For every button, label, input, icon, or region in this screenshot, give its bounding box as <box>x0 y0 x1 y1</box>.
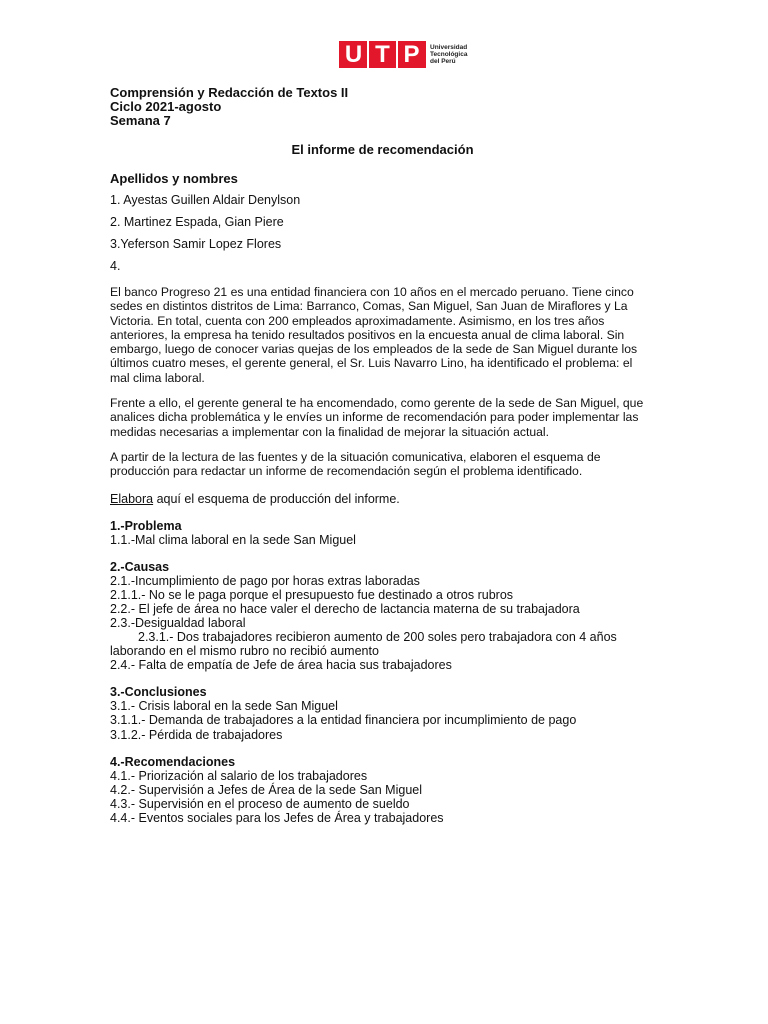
section-line: 3.1.1.- Demanda de trabajadores a la entidad financiera por incumplimiento de pago <box>110 713 577 728</box>
document-title: El informe de recomendación <box>291 142 474 157</box>
logo-letter-u: U <box>344 41 363 68</box>
section-line: 4.3.- Supervisión en el proceso de aumento de sueldo <box>110 796 410 811</box>
elabora-instruction <box>110 492 655 506</box>
section-line: 2.1.-Incumplimiento de pago por horas extras laboradas <box>110 573 420 588</box>
instruction-paragraph: Frente a ello, el gerente general te ha encomendado, como gerente de la sede de San Miguel, que analices dicha problemática y le envíes un informe de recomendación para poder implementar las medidas necesarias a implementar con la finalidad de mejorar la situación actual. <box>110 396 644 439</box>
section-title-recomendaciones: 4.-Recomendaciones <box>110 754 236 769</box>
logo-separator <box>396 41 398 68</box>
section-line: 2.4.- Falta de empatía de Jefe de área hacia sus trabajadores <box>110 658 452 673</box>
section-title-conclusiones: 3.-Conclusiones <box>110 685 207 700</box>
course-name: Comprensión y Redacción de Textos II <box>110 85 349 100</box>
logo-letter-p: P <box>403 41 420 68</box>
student-name: 2. Martinez Espada, Gian Piere <box>110 215 284 229</box>
section-line: 1.1.-Mal clima laboral en la sede San Miguel <box>110 532 356 547</box>
section-line: 3.1.- Crisis laboral en la sede San Miguel <box>110 699 338 714</box>
task-paragraph: A partir de la lectura de las fuentes y de la situación comunicativa, elaboren el esquema de producción para redactar un informe de recomendación según el problema identificado. <box>110 449 601 479</box>
section-line: 2.3.-Desigualdad laboral <box>110 615 246 630</box>
section-line: laborando en el mismo rubro no recibió aumento <box>110 644 379 659</box>
section-line: 4.4.- Eventos sociales para los Jefes de Área y trabajadores <box>110 810 444 825</box>
elabora-underlined: Elabora <box>110 491 154 506</box>
section-line: 3.1.2.- Pérdida de trabajadores <box>110 727 283 742</box>
course-cycle: Ciclo 2021-agosto <box>110 99 222 114</box>
section-line: 4.1.- Priorización al salario de los trabajadores <box>110 768 368 783</box>
elabora-rest: aquí el esquema de producción del informe. <box>153 491 400 506</box>
logo-mark <box>339 41 426 68</box>
case-paragraph: El banco Progreso 21 es una entidad financiera con 10 años en el mercado peruano. Tiene cinco sedes en distintos distritos de Lima: Barranco, Comas, San Miguel, San Juan de Miraflores y La Victoria. En total, cuenta con 200 empleados aproximadamente. Asimismo, en los tres años anteriores, la empresa ha tenido resultados positivos en la encuesta anual de clima laboral. Sin embargo, luego de conocer varias quejas de los empleados de la sede de San Miguel durante los últimos cuatro meses, el gerente general, el Sr. Luis Navarro Lino, ha identificado el problema: el mal clima laboral. <box>110 285 638 385</box>
utp-logo <box>339 41 467 68</box>
section-line: 2.3.1.- Dos trabajadores recibieron aumento de 200 soles pero trabajadora con 4 años <box>138 630 617 645</box>
student-name: 1. Ayestas Guillen Aldair Denylson <box>110 193 301 207</box>
logo-wordmark <box>430 44 467 65</box>
section-line: 2.2.- El jefe de área no hace valer el derecho de lactancia materna de su trabajadora <box>110 601 580 616</box>
logo-text-line: Universidad <box>430 44 468 51</box>
section-title-problema: 1.-Problema <box>110 518 182 533</box>
logo-text-line: del Perú <box>430 58 456 65</box>
document-body <box>110 86 655 825</box>
section-line: 2.1.1.- No se le paga porque el presupuesto fue destinado a otros rubros <box>110 587 514 602</box>
section-title-causas: 2.-Causas <box>110 559 170 574</box>
logo-text-line: Tecnológica <box>430 51 468 58</box>
section-line: 4.2.- Supervisión a Jefes de Área de la sede San Miguel <box>110 782 422 797</box>
names-heading: Apellidos y nombres <box>110 171 238 186</box>
logo-separator <box>367 41 369 68</box>
logo-letter-t: T <box>375 41 390 68</box>
student-name: 3.Yeferson Samir Lopez Flores <box>110 237 282 251</box>
student-name: 4. <box>110 259 121 273</box>
course-week: Semana 7 <box>110 113 171 128</box>
